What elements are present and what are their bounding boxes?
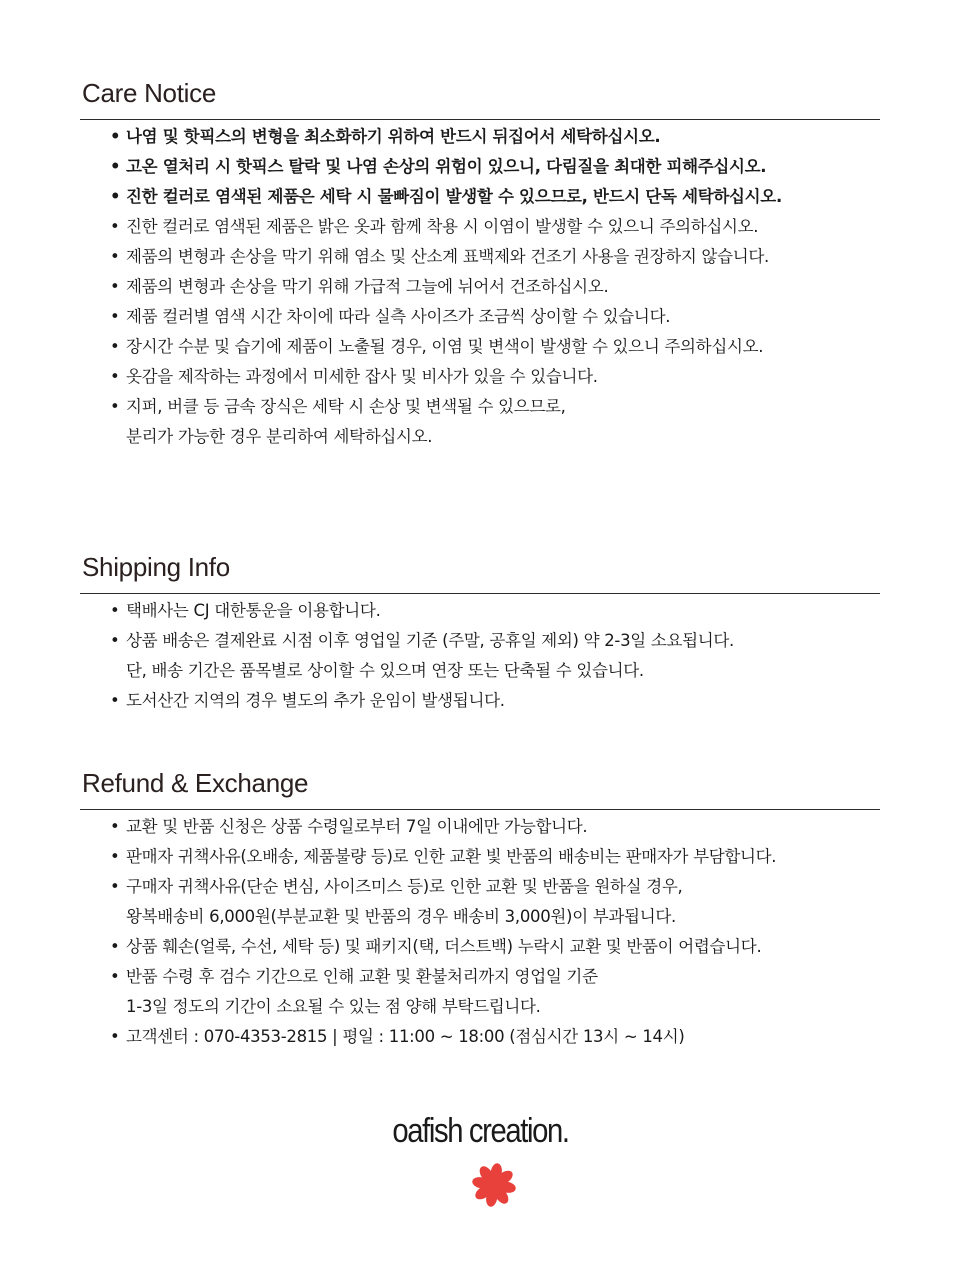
list-item-text-continued: 단, 배송 기간은 품목별로 상이할 수 있으며 연장 또는 단축될 수 있습니다. — [126, 661, 644, 680]
list-item — [126, 242, 880, 272]
list-item-text: • 구매자 귀책사유(단순 변심, 사이즈미스 등)로 인한 교환 및 반품을 원하실 경우, — [126, 877, 683, 896]
shipping-info-section — [80, 552, 880, 716]
list-item-text: • 택배사는 CJ 대한통운을 이용합니다. — [126, 601, 381, 620]
section-title: Shipping Info — [82, 552, 230, 582]
flower-center — [489, 1180, 499, 1190]
list-item-text: • 상품 배송은 결제완료 시점 이후 영업일 기준 (주말, 공휴일 제외) 약 2-3일 소요됩니다. — [126, 631, 735, 650]
list-item — [126, 182, 880, 212]
brand-logo — [0, 1112, 960, 1151]
list-item-text: • 상품 훼손(얼룩, 수선, 세탁 등) 및 패키지(택, 더스트백) 누락시 교환 및 반품이 어렵습니다. — [126, 937, 762, 956]
list-item-text: • 제품 컬러별 염색 시간 차이에 따라 실측 사이즈가 조금씩 상이할 수 있습니다. — [126, 307, 671, 326]
list-item-text-continued: 1-3일 정도의 기간이 소요될 수 있는 점 양해 부탁드립니다. — [126, 997, 541, 1016]
brand-name: oafish creation. — [391, 1112, 569, 1150]
list-item — [126, 212, 880, 242]
list-item-text-continued: 분리가 가능한 경우 분리하여 세탁하십시오. — [126, 427, 433, 446]
list-item — [126, 842, 880, 872]
list-item — [126, 272, 880, 302]
list-item-text: • 고객센터 : 070-4353-2815 | 평일 : 11:00 ~ 18:00 (점심시간 13시 ~ 14시) — [126, 1027, 685, 1046]
list-item-text: • 나염 및 핫픽스의 변형을 최소화하기 위하여 반드시 뒤집어서 세탁하십시오. — [126, 127, 661, 146]
list-item — [126, 392, 880, 452]
section-title: Refund & Exchange — [82, 768, 309, 798]
list-item-text: • 옷감을 제작하는 과정에서 미세한 잡사 및 비사가 있을 수 있습니다. — [126, 367, 598, 386]
list-item — [126, 152, 880, 182]
list-item — [126, 626, 880, 686]
list-item-text: • 진한 컬러로 염색된 제품은 세탁 시 물빠짐이 발생할 수 있으므로, 반드시 단독 세탁하십시오. — [126, 187, 782, 206]
refund-exchange-section — [80, 768, 880, 1052]
list-item-text: • 판매자 귀책사유(오배송, 제품불량 등)로 인한 교환 빛 반품의 배송비는 판매자가 부담합니다. — [126, 847, 777, 866]
list-item — [126, 362, 880, 392]
refund-exchange-list — [80, 810, 880, 1052]
list-item — [126, 962, 880, 1022]
list-item — [126, 332, 880, 362]
list-item-text: • 교환 및 반품 신청은 상품 수령일로부터 7일 이내에만 가능합니다. — [126, 817, 588, 836]
list-item — [126, 302, 880, 332]
list-item — [126, 596, 880, 626]
list-item-text: • 제품의 변형과 손상을 막기 위해 가급적 그늘에 뉘어서 건조하십시오. — [126, 277, 609, 296]
list-item-text: • 고온 열처리 시 핫픽스 탈락 및 나염 손상의 위험이 있으니, 다림질을 최대한 피해주십시오. — [126, 157, 767, 176]
list-item — [126, 686, 880, 716]
list-item — [126, 932, 880, 962]
section-title: Care Notice — [82, 78, 216, 108]
list-item-text: • 진한 컬러로 염색된 제품은 밝은 옷과 함께 착용 시 이염이 발생할 수 있으니 주의하십시오. — [126, 217, 759, 236]
list-item-text: • 지퍼, 버클 등 금속 장식은 세탁 시 손상 및 변색될 수 있으므로, — [126, 397, 566, 416]
list-item — [126, 1022, 880, 1052]
list-item — [126, 872, 880, 932]
list-item — [126, 812, 880, 842]
care-notice-list — [80, 120, 880, 452]
shipping-info-list — [80, 594, 880, 716]
list-item-text: • 장시간 수분 및 습기에 제품이 노출될 경우, 이염 및 변색이 발생할 수 있으니 주의하십시오. — [126, 337, 764, 356]
list-item-text: • 도서산간 지역의 경우 별도의 추가 운임이 발생됩니다. — [126, 691, 505, 710]
care-notice-section — [80, 78, 880, 452]
list-item-text-continued: 왕복배송비 6,000원(부분교환 및 반품의 경우 배송비 3,000원)이 부과됩니다. — [126, 907, 676, 926]
list-item — [126, 122, 880, 152]
list-item-text: • 제품의 변형과 손상을 막기 위해 염소 및 산소계 표백제와 건조기 사용을 권장하지 않습니다. — [126, 247, 769, 266]
red-flower-asterisk-icon — [471, 1160, 517, 1210]
list-item-text: • 반품 수령 후 검수 기간으로 인해 교환 및 환불처리까지 영업일 기준 — [126, 967, 598, 986]
